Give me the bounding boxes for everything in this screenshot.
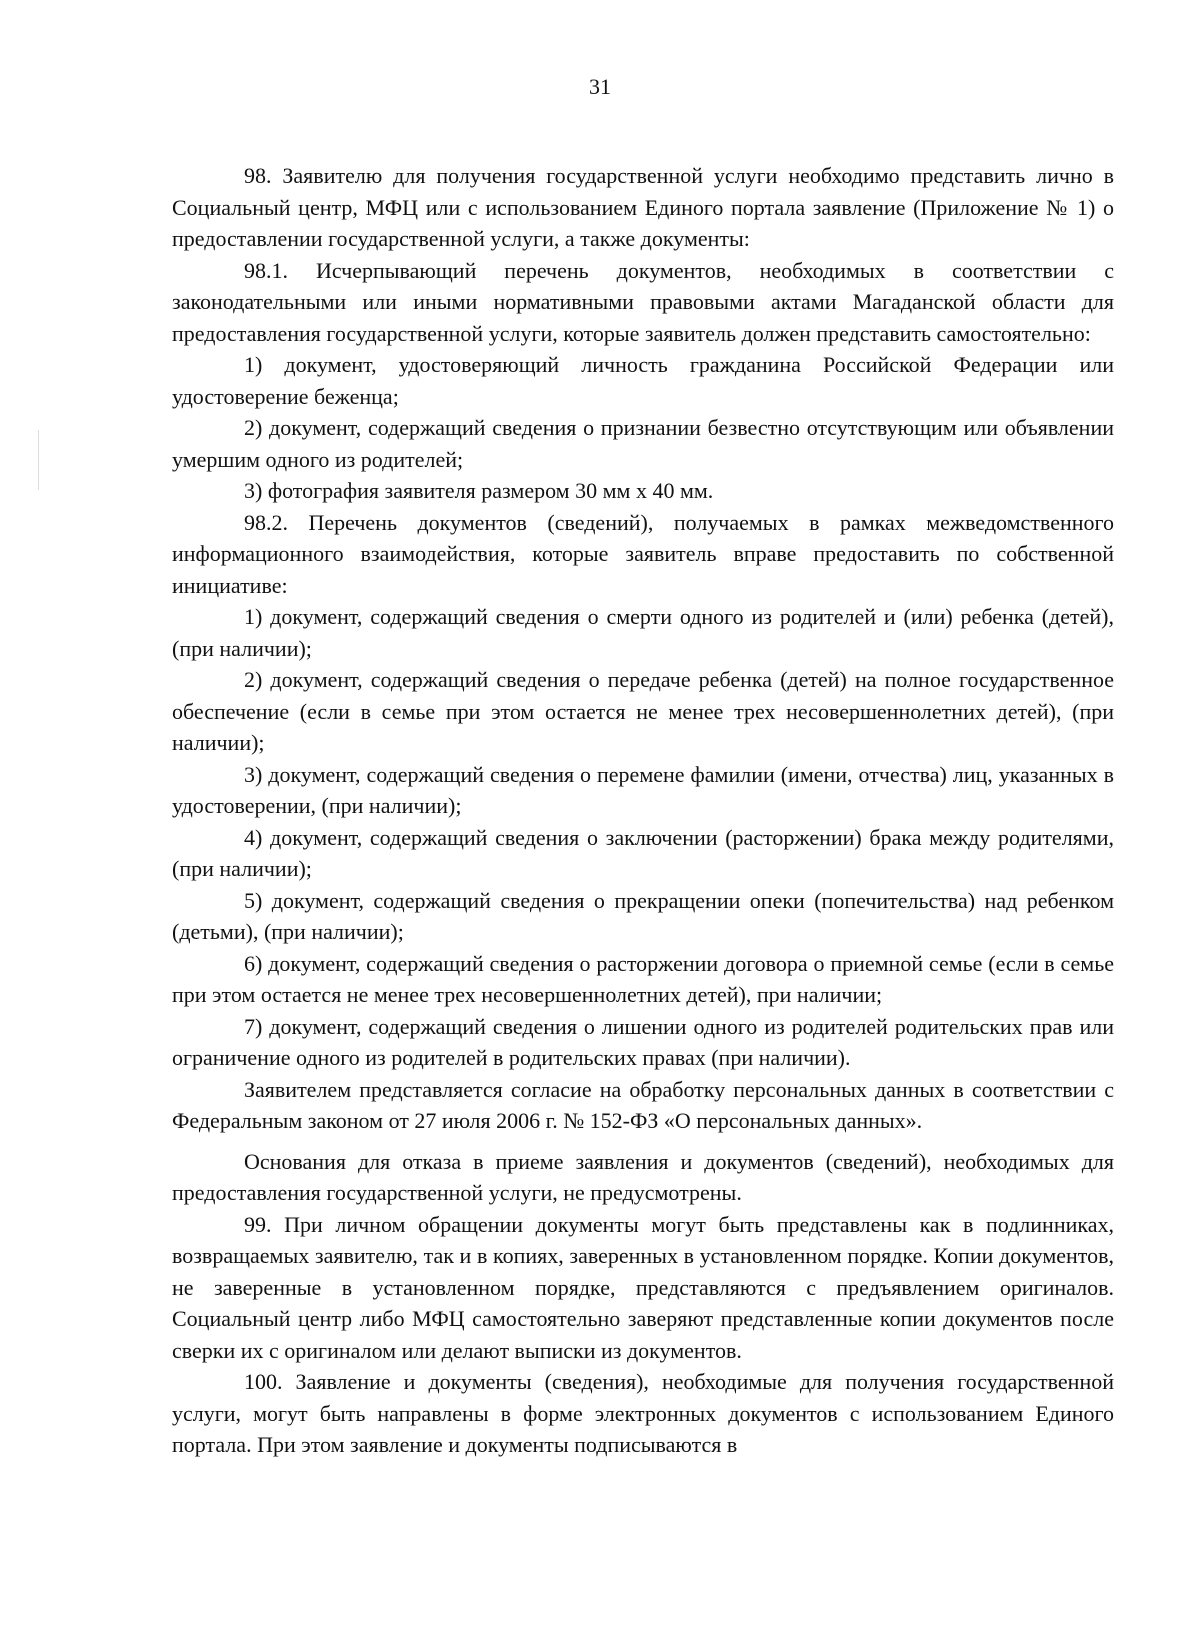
list-item-98-1-3: 3) фотография заявителя размером 30 мм х 40 мм. [244,478,714,503]
paragraph-99: 99. При личном обращении документы могут быть представлены как в подлинниках, возвращаемых заявителю, так и в копиях, заверенных в установленном порядке. Копии документов, не заверенные в установленном порядке, представляются с предъявлением оригиналов. Социальный центр либо МФЦ самостоятельно заверяют представленные копии документов после сверки их с оригиналом или делают выписки из документов. [172,1211,1114,1363]
page-number: 31 [589,74,611,99]
list-item-98-2-4: 4) документ, содержащий сведения о заключении (расторжении) брака между родителями, (при наличии); [172,824,1114,881]
list-item-98-2-6: 6) документ, содержащий сведения о расторжении договора о приемной семье (если в семье при этом остается не менее трех несовершеннолетних детей), при наличии; [172,950,1114,1007]
list-item-98-2-1: 1) документ, содержащий сведения о смерти одного из родителей и (или) ребенка (детей), (при наличии); [172,604,1114,661]
document-body [172,160,1114,1461]
list-item-98-2-2: 2) документ, содержащий сведения о передаче ребенка (детей) на полное государственное обеспечение (если в семье при этом остается не менее трех несовершеннолетних детей), (при наличии); [172,667,1114,755]
list-item-98-2-7: 7) документ, содержащий сведения о лишении одного из родителей родительских прав или ограничение одного из родителей в родительских правах (при наличии). [172,1013,1114,1070]
list-item-98-1-1: 1) документ, удостоверяющий личность гражданина Российской Федерации или удостоверение беженца; [172,352,1114,409]
paragraph-98-2: 98.2. Перечень документов (сведений), получаемых в рамках межведомственного информационного взаимодействия, которые заявитель вправе предоставить по собственной инициативе: [172,509,1114,598]
paragraph-98-1: 98.1. Исчерпывающий перечень документов, необходимых в соответствии с законодательными или иными нормативными правовыми актами Магаданской области для предоставления государственной услуги, которые заявитель должен представить самостоятельно: [172,257,1114,346]
scan-artifact [38,430,39,490]
paragraph-100: 100. Заявление и документы (сведения), необходимые для получения государственной услуги, могут быть направлены в форме электронных документов с использованием Единого портала. При этом заявление и документы подписываются в [172,1369,1114,1457]
list-item-98-1-2: 2) документ, содержащий сведения о признании безвестно отсутствующим или объявлении умершим одного из родителей; [172,415,1114,472]
paragraph-consent: Заявителем представляется согласие на обработку персональных данных в соответствии с Федеральным законом от 27 июля 2006 г. № 152-ФЗ «О персональных данных». [172,1076,1114,1133]
list-item-98-2-5: 5) документ, содержащий сведения о прекращении опеки (попечительства) над ребенком (детьми), (при наличии); [172,887,1114,944]
paragraph-refusal-grounds: Основания для отказа в приеме заявления и документов (сведений), необходимых для предоставления государственной услуги, не предусмотрены. [172,1148,1114,1205]
paragraph-98: 98. Заявителю для получения государственной услуги необходимо представить лично в Социальный центр, МФЦ или с использованием Единого портала заявление (Приложение № 1) о предоставлении государственной услуги, а также документы: [172,163,1114,251]
list-item-98-2-3: 3) документ, содержащий сведения о перемене фамилии (имени, отчества) лиц, указанных в удостоверении, (при наличии); [172,761,1114,818]
